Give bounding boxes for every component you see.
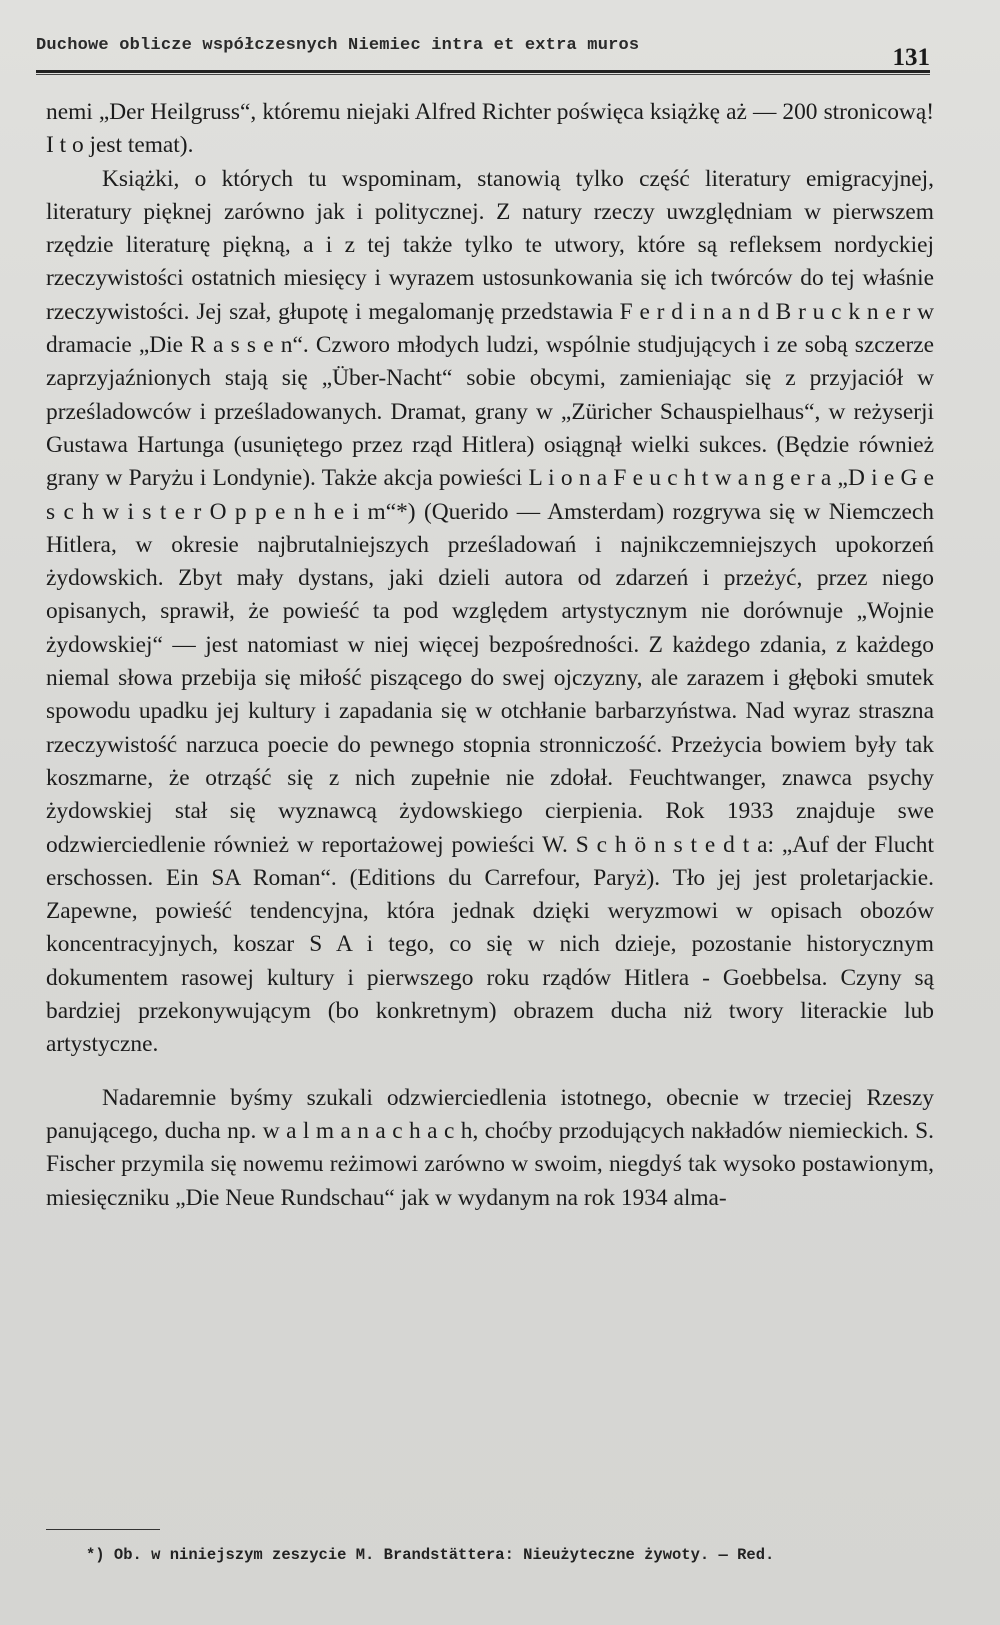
- footnote: *) Ob. w niniejszym zeszycie M. Brandstättera: Nieużyteczne żywoty. — Red.: [86, 1546, 775, 1564]
- body-text: [46, 96, 934, 1215]
- paragraph-literature: Książki, o których tu wspominam, stanowią tylko część literatury emigracyjnej, literatury pięknej zarówno jak i politycznej. Z natury rzeczy uwzględniam w pierwszem rzędzie literaturę piękną, a i z tej także tylko te utwory, które są refleksem nordyckiej rzeczywistości ostatnich miesięcy i wyrazem ustosunkowania się ich twórców do tej właśnie rzeczywistości. Jej szał, głupotę i megalomanję przedstawia F e r d i n a n d B r u c k n e r w dramacie „Die R a s s e n“. Czworo młodych ludzi, wspólnie studjujących i ze sobą szczerze zaprzyjaźnionych stają się „Über-Nacht“ sobie obcymi, zamieniając się z przyjaciół w prześladowców i prześladowanych. Dramat, grany w „Züricher Schauspielhaus“, w reżyserji Gustawa Hartunga (usuniętego przez rząd Hitlera) osiągnął wielki sukces. (Będzie również grany w Paryżu i Londynie). Także akcja powieści L i o n a F e u c h t w a n g e r a „D i e G e s c h w i s t e r O p p e n h e i m“*) (Querido — Amsterdam) rozgrywa się w Niemczech Hitlera, w okresie najbrutalniejszych prześladowań i najnikczemniejszych upokorzeń żydowskich. Zbyt mały dystans, jaki dzieli autora od zdarzeń i przeżyć, przez niego opisanych, sprawił, że powieść ta pod względem artystycznym nie dorównuje „Wojnie żydowskiej“ — jest natomiast w niej więcej bezpośredności. Z każdego zdania, z każdego niemal słowa przebija się miłość piszącego do swej ojczyzny, ale zarazem i głęboki smutek spowodu upadku jej kultury i zapadania się w otchłanie barbarzyństwa. Nad wyraz straszna rzeczywistość narzuca poecie do pewnego stopnia stronniczość. Przeżycia bowiem były tak koszmarne, że otrząść się z nich zupełnie nie zdołał. Feuchtwanger, znawca psychy żydowskiej stał się wyznawcą żydowskiego cierpienia. Rok 1933 znajduje swe odzwierciedlenie również w reportażowej powieści W. S c h ö n s t e d t a: „Auf der Flucht erschossen. Ein SA Roman“. (Editions du Carrefour, Paryż). Tło jej jest proletarjackie. Zapewne, powieść tendencyjna, która jednak dzięki weryzmowi w opisach obozów koncentracyjnych, koszar S A i tego, co się w nich dzieje, pozostanie historycznym dokumentem rasowej kultury i pierwszego roku rządów Hitlera - Goebbelsa. Czyny są bardziej przekonywującym (bo konkretnym) obrazem ducha niż twory literackie lub artystyczne.: [46, 165, 934, 1058]
- running-title: Duchowe oblicze współczesnych Niemiec intra et extra muros: [36, 36, 640, 55]
- footnote-rule: [46, 1529, 160, 1530]
- running-head: [36, 36, 930, 76]
- page-number: 131: [892, 44, 930, 71]
- paragraph-continued: nemi „Der Heilgruss“, któremu niejaki Alfred Richter poświęca książkę aż — 200 stronicową! I t o jest temat).: [46, 99, 934, 159]
- paragraph-almanachs: Nadaremnie byśmy szukali odzwierciedlenia istotnego, obecnie w trzeciej Rzeszy panującego, ducha np. w a l m a n a c h a c h, choćby przodujących nakładów niemieckich. S. Fischer przymila się nowemu reżimowi zarówno w swoim, niegdyś tak wysoko postawionym, miesięczniku „Die Neue Rundschau“ jak w wydanym na rok 1934 alma-: [46, 1084, 934, 1211]
- header-rule: [36, 70, 930, 75]
